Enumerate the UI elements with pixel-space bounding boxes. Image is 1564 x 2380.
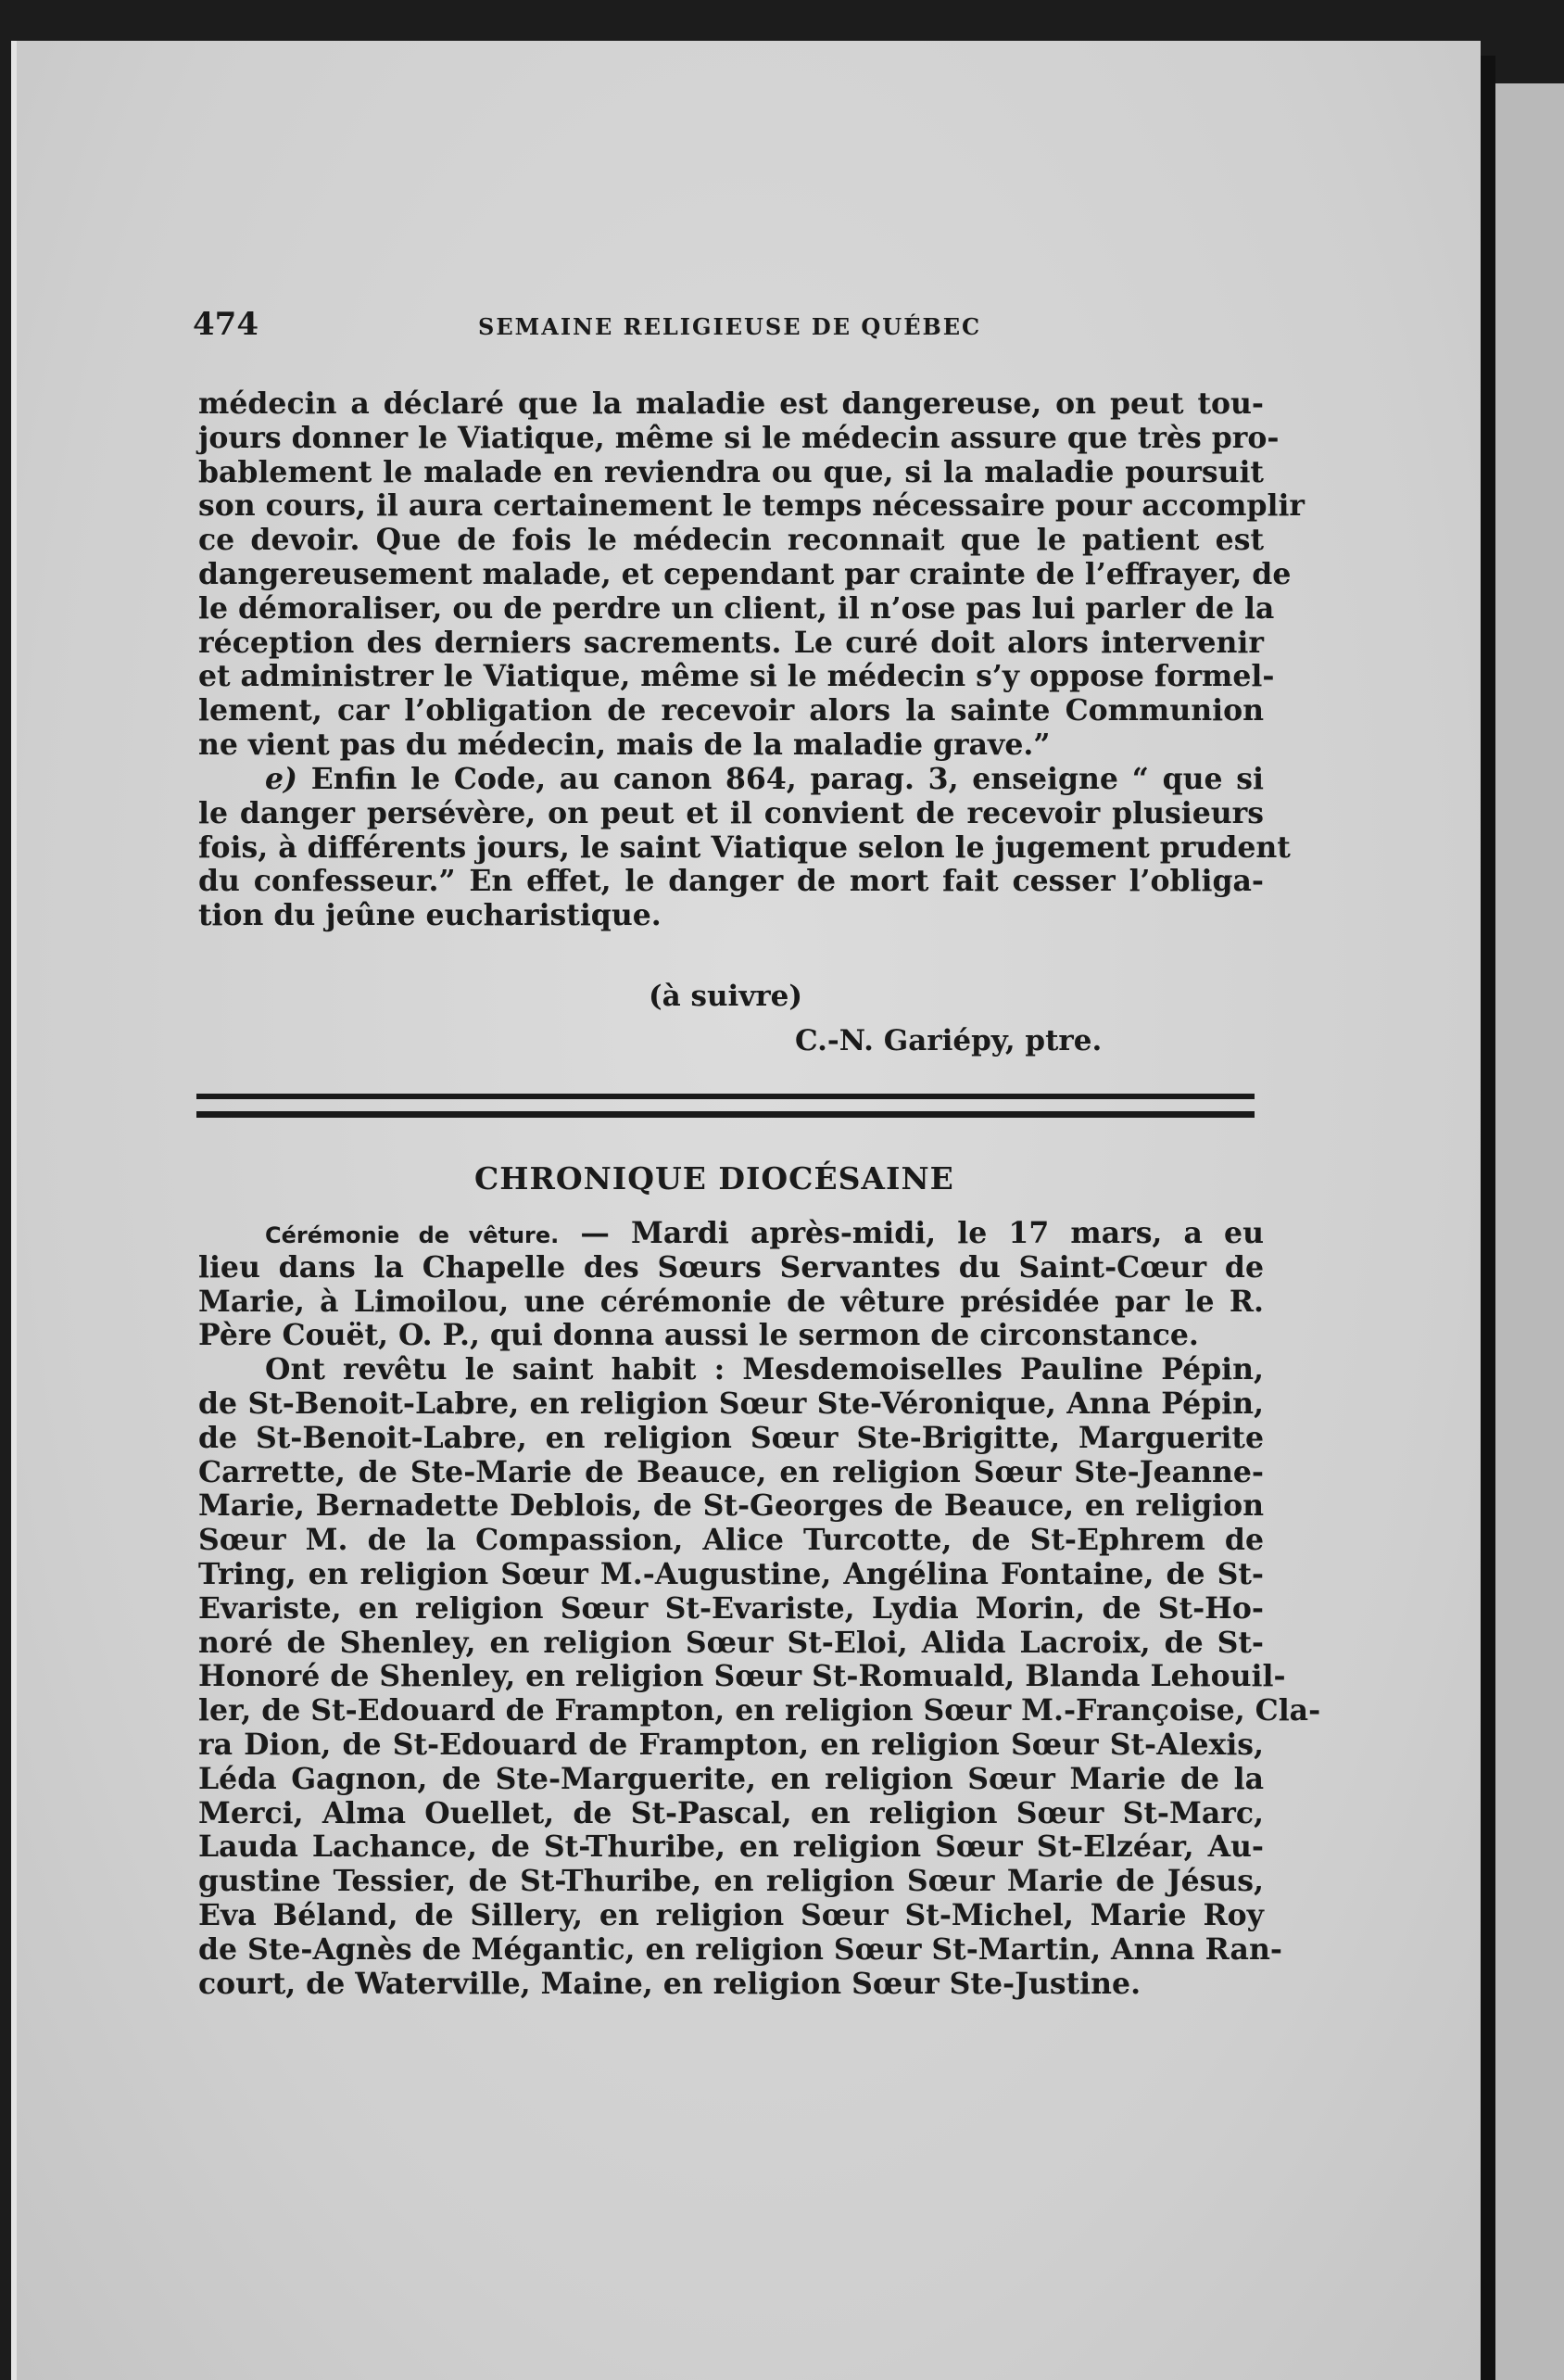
text-line: Ont revêtu le saint habit : Mesdemoiselles Pauline Pépin, <box>265 1352 1264 1387</box>
text-line: Eva Béland, de Sillery, en religion Sœur St-Michel, Marie Roy <box>198 1897 1264 1932</box>
text-line: ce devoir. Que de fois le médecin reconnait que le patient est <box>198 523 1264 558</box>
page-header <box>193 306 1268 358</box>
text-line: court, de Waterville, Maine, en religion Sœur Ste-Justine. <box>198 1966 1141 2001</box>
text-line: bablement le malade en reviendra ou que, si la maladie poursuit <box>198 454 1264 489</box>
text-line: Evariste, en religion Sœur St-Evariste, Lydia Morin, de St-Ho- <box>198 1590 1264 1626</box>
text-line: le démoraliser, ou de perdre un client, il n’ose pas lui parler de la <box>198 590 1275 626</box>
text-line: Tring, en religion Sœur M.-Augustine, Angélina Fontaine, de St- <box>198 1556 1264 1591</box>
text-line: ler, de St-Edouard de Frampton, en religion Sœur M.-Françoise, Cla- <box>198 1693 1321 1728</box>
text-line: Carrette, de Ste-Marie de Beauce, en religion Sœur Ste-Jeanne- <box>198 1454 1264 1489</box>
author-signature: C.-N. Gariépy, ptre. <box>795 1024 1103 1057</box>
text-line <box>198 763 1264 797</box>
paragraph-label: e) <box>265 762 297 796</box>
runin-heading: Cérémonie de vêture. <box>265 1222 560 1248</box>
text-line: de St-Benoit-Labre, en religion Sœur Ste-Brigitte, Marguerite <box>198 1420 1264 1455</box>
running-title: SEMAINE RELIGIEUSE DE QUÉBEC <box>478 313 982 340</box>
text-line: son cours, il aura certainement le temps nécessaire pour accomplir <box>198 488 1305 524</box>
text-line <box>198 1217 1264 1251</box>
text-line: et administrer le Viatique, même si le médecin s’y oppose formel- <box>198 659 1275 694</box>
text-line: réception des derniers sacrements. Le curé doit alors intervenir <box>198 625 1264 660</box>
text-line: Marie, Bernadette Deblois, de St-Georges de Beauce, en religion <box>198 1488 1264 1524</box>
adjacent-page-edge <box>1495 83 1564 2380</box>
text-line: jours donner le Viatique, même si le médecin assure que très pro- <box>198 420 1280 455</box>
text-line: le danger persévère, on peut et il convient de recevoir plusieurs <box>198 795 1264 830</box>
text-span: Enfin le Code, au canon 864, parag. 3, enseigne “ que si <box>296 762 1264 796</box>
text-line: de Ste-Agnès de Mégantic, en religion Sœur St-Martin, Anna Ran- <box>198 1931 1282 1967</box>
text-line: gustine Tessier, de St-Thuribe, en religion Sœur Marie de Jésus, <box>198 1864 1264 1899</box>
text-line: tion du jeûne eucharistique. <box>198 898 662 933</box>
chronique-body <box>198 1216 1321 2001</box>
text-line: fois, à différents jours, le saint Viatique selon le jugement prudent <box>198 829 1291 865</box>
text-line: lement, car l’obligation de recevoir alors la sainte Communion <box>198 693 1264 728</box>
text-line: noré de Shenley, en religion Sœur St-Eloi, Alida Lacroix, de St- <box>198 1625 1264 1660</box>
text-line: ne vient pas du médecin, mais de la maladie grave.” <box>198 727 1051 762</box>
text-line: médecin a déclaré que la maladie est dangereuse, on peut tou- <box>198 386 1264 421</box>
text-line: dangereusement malade, et cependant par crainte de l’effrayer, de <box>198 556 1292 591</box>
section-rule-bottom <box>196 1111 1255 1118</box>
page-number: 474 <box>193 306 259 343</box>
text-line: de St-Benoit-Labre, en religion Sœur Ste-Véronique, Anna Pépin, <box>198 1386 1264 1421</box>
text-line: Père Couët, O. P., qui donna aussi le sermon de circonstance. <box>198 1318 1199 1353</box>
text-span: — Mardi après-midi, le 17 mars, a eu <box>559 1216 1264 1250</box>
section-title: CHRONIQUE DIOCÉSAINE <box>474 1160 954 1196</box>
to-be-continued: (à suivre) <box>649 980 803 1013</box>
article-paragraph-e <box>198 762 1291 933</box>
text-line: Marie, à Limoilou, une cérémonie de vêture présidée par le R. <box>198 1284 1264 1319</box>
text-line: Merci, Alma Ouellet, de St-Pascal, en religion Sœur St-Marc, <box>198 1795 1264 1830</box>
text-line: Honoré de Shenley, en religion Sœur St-Romuald, Blanda Lehouil- <box>198 1659 1286 1694</box>
text-line: Léda Gagnon, de Ste-Marguerite, en religion Sœur Marie de la <box>198 1761 1264 1796</box>
text-line: Lauda Lachance, de St-Thuribe, en religion Sœur St-Elzéar, Au- <box>198 1829 1264 1865</box>
text-line: lieu dans la Chapelle des Sœurs Servantes du Saint-Cœur de <box>198 1249 1264 1285</box>
text-line: ra Dion, de St-Edouard de Frampton, en religion Sœur St-Alexis, <box>198 1727 1264 1762</box>
section-rule-top <box>196 1094 1255 1099</box>
article-continuation <box>198 386 1305 763</box>
text-line: du confesseur.” En effet, le danger de mort fait cesser l’obliga- <box>198 864 1264 899</box>
text-line: Sœur M. de la Compassion, Alice Turcotte, de St-Ephrem de <box>198 1523 1264 1558</box>
